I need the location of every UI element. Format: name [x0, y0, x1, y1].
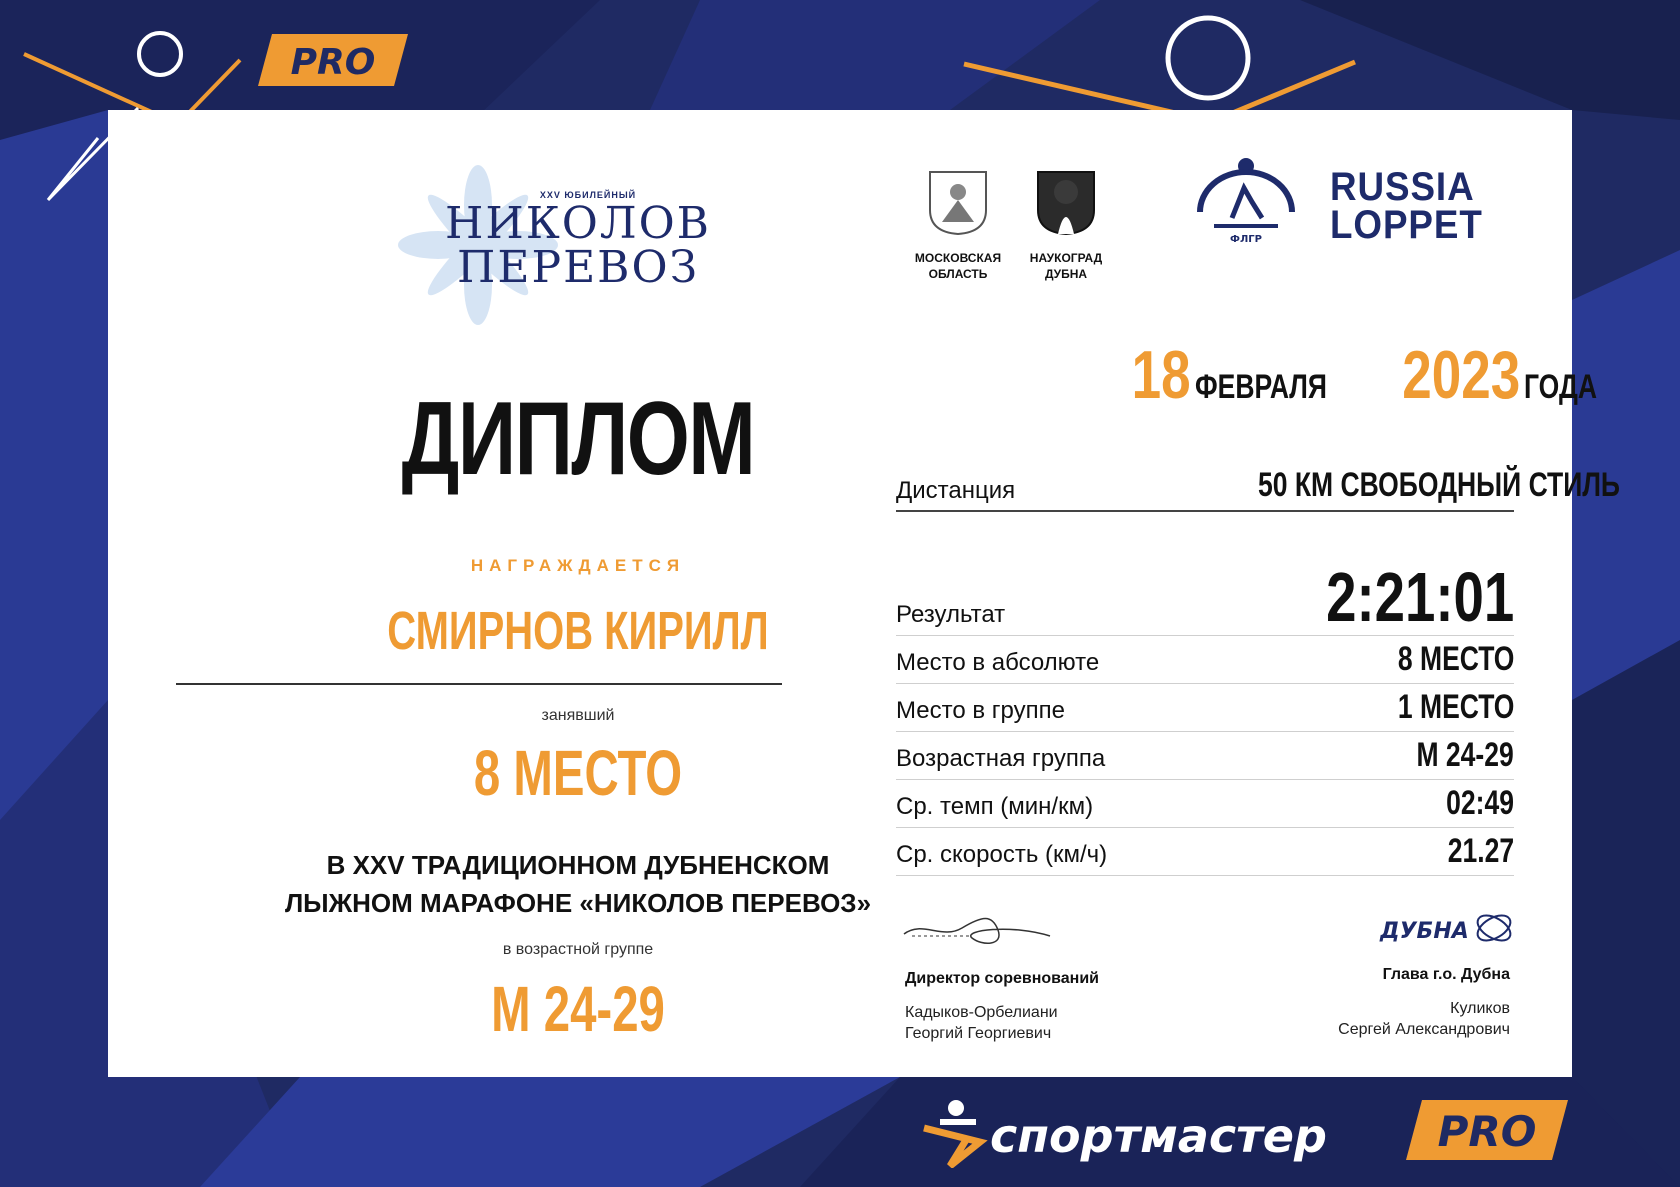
- svg-text:спортмастер: спортмастер: [990, 1109, 1327, 1163]
- pro-badge: [258, 34, 408, 86]
- group-label: в возрастной группе: [502, 941, 654, 958]
- distance-divider: [896, 510, 1514, 512]
- event-subtitle: XXV ЮБИЛЕЙНЫЙ: [539, 190, 637, 200]
- head-name-line1: Куликов: [1450, 1000, 1510, 1017]
- sportmaster-logo: [920, 1098, 1400, 1168]
- director-name-line2: Георгий Георгиевич: [905, 1025, 1052, 1042]
- result-value: 1 МЕСТО: [1397, 688, 1514, 726]
- name-underline: [176, 683, 782, 685]
- date-month: ФЕВРАЛЯ: [1195, 368, 1327, 406]
- date-suffix: ГОДА: [1524, 368, 1598, 406]
- participant-name: СМИРНОВ КИРИЛЛ: [387, 601, 769, 661]
- race-line2: ЛЫЖНОМ МАРАФОНЕ «НИКОЛОВ ПЕРЕВОЗ»: [284, 888, 872, 918]
- race-line1: В XXV ТРАДИЦИОННОМ ДУБНЕНСКОМ: [326, 850, 830, 880]
- director-name: [905, 1002, 1058, 1044]
- partner-dubna-line1: НАУКОГРАД: [1029, 251, 1103, 265]
- date-year: 2023: [1401, 337, 1520, 413]
- event-title-line1: НИКОЛОВ: [445, 198, 711, 249]
- partner-moscow-line1: МОСКОВСКАЯ: [914, 251, 1002, 265]
- event-title-line2: ПЕРЕВОЗ: [456, 242, 700, 293]
- result-value: 8 МЕСТО: [1397, 640, 1514, 678]
- event-date: [968, 336, 1618, 414]
- loppet-line1: RUSSIA: [1330, 165, 1475, 209]
- svg-text:PRO: PRO: [290, 42, 376, 83]
- head-name-line2: Сергей Александрович: [1338, 1021, 1510, 1038]
- diploma-card: [108, 110, 1620, 1077]
- result-label: Результат: [896, 601, 1006, 628]
- result-row: [896, 731, 1514, 780]
- result-label: Место в абсолюте: [896, 649, 1100, 676]
- result-row: [896, 827, 1514, 876]
- event-title: [308, 198, 848, 293]
- race-description: [188, 846, 968, 922]
- head-title: Глава г.о. Дубна: [1382, 966, 1510, 983]
- result-label: Возрастная группа: [896, 745, 1106, 772]
- russia-loppet-logo: [1330, 165, 1514, 247]
- partner-dubna: [1006, 250, 1126, 282]
- partner-moscow-region: [898, 250, 1018, 282]
- result-row: [896, 683, 1514, 732]
- place-value: 8 МЕСТО: [473, 737, 683, 809]
- ski-federation-logo: [1194, 156, 1298, 246]
- athlete-icon-right: [960, 14, 1360, 114]
- result-label: Ср. скорость (км/ч): [896, 841, 1108, 868]
- result-label: Ср. темп (мин/км): [896, 793, 1094, 820]
- date-day: 18: [1131, 337, 1191, 413]
- director-name-line1: Кадыков-Орбелиани: [905, 1004, 1058, 1021]
- result-value: 2:21:01: [1325, 558, 1514, 636]
- result-row: [896, 635, 1514, 684]
- dubna-stamp-logo: [1376, 906, 1516, 950]
- partner-moscow-line2: ОБЛАСТЬ: [928, 267, 988, 281]
- partner-dubna-line2: ДУБНА: [1044, 267, 1088, 281]
- result-label: Место в группе: [896, 697, 1065, 724]
- result-value: 21.27: [1447, 832, 1514, 870]
- result-row: [896, 779, 1514, 828]
- group-value: М 24-29: [491, 973, 665, 1045]
- director-signature: [902, 910, 1052, 950]
- head-name: [1268, 998, 1510, 1040]
- result-row: [896, 558, 1514, 636]
- svg-text:PRO: PRO: [1437, 1107, 1537, 1156]
- distance-label: Дистанция: [896, 477, 1016, 504]
- loppet-line2: LOPPET: [1330, 203, 1483, 247]
- dubna-coat-icon: [1036, 170, 1096, 236]
- result-value: М 24-29: [1416, 736, 1514, 774]
- svg-text:ФЛГР: ФЛГР: [1230, 234, 1262, 245]
- moscow-region-coat-icon: [928, 170, 988, 236]
- diploma-title: ДИПЛОМ: [401, 381, 755, 497]
- svg-text:ДУБНА: ДУБНА: [1380, 919, 1469, 944]
- footer-pro-badge: [1406, 1100, 1568, 1160]
- awarded-label: НАГРАЖДАЕТСЯ: [470, 556, 686, 575]
- result-value: 02:49: [1446, 784, 1514, 822]
- taken-label: занявший: [541, 707, 615, 724]
- distance-value: 50 КМ СВОБОДНЫЙ СТИЛЬ: [1258, 466, 1620, 504]
- director-title: Директор соревнований: [905, 970, 1100, 987]
